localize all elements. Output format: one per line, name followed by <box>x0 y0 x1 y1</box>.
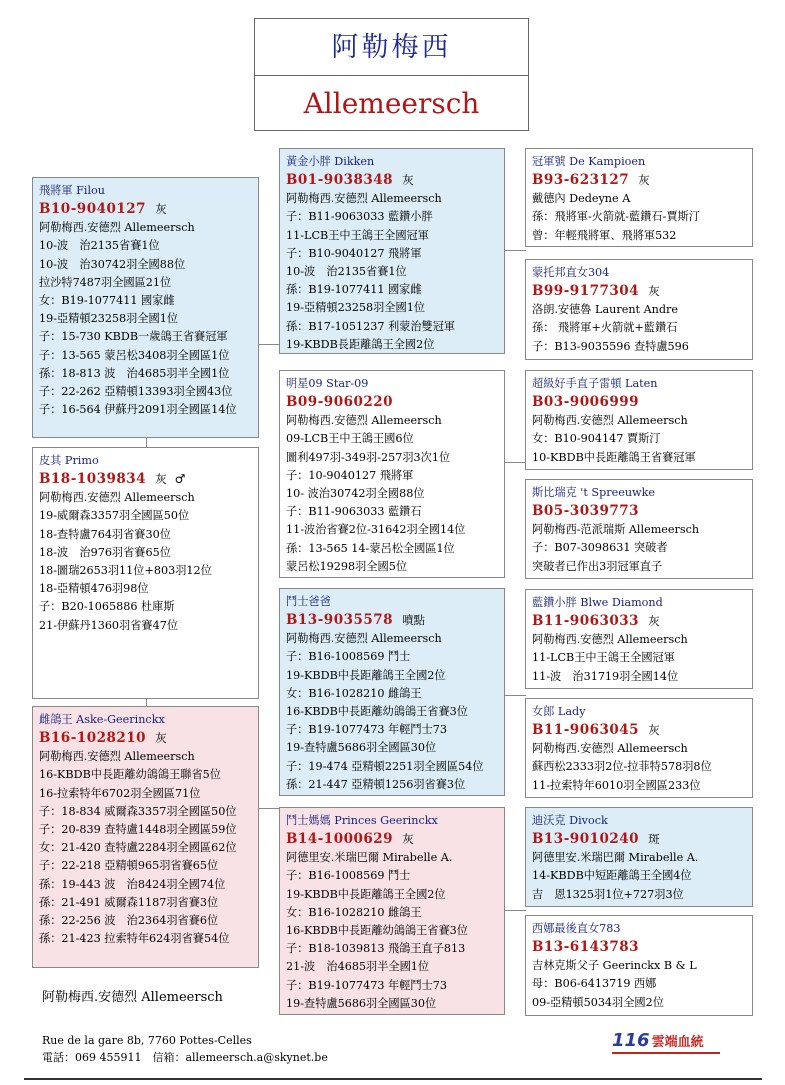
card-line: 19-亞精頓23258羽全國1位 <box>286 301 426 315</box>
card-line: 18-波 治976羽省賽65位 <box>39 545 171 559</box>
card-name: 女郎 Lady <box>532 705 586 718</box>
card-dam2[interactable] <box>32 706 259 968</box>
card-name: 蒙托邦直女304 <box>532 266 610 279</box>
card-line: 子：B19-1077473 年輕鬥士73 <box>286 978 447 992</box>
card-line: 16-KBDB中長距離幼鴿鴿王省賽3位 <box>286 924 468 938</box>
title-english: Allemeersch <box>303 87 480 120</box>
breeder-address: Rue de la gare 8b, 7760 Pottes-Celles <box>42 1034 252 1047</box>
card-line: 孫：21-423 拉索特年624羽省賽54位 <box>39 932 230 946</box>
color-label: 灰 <box>155 731 167 746</box>
card-ssd[interactable] <box>525 259 753 360</box>
connector-dam-dam2 <box>146 698 147 706</box>
ring-number: B16-1028210 <box>39 730 147 747</box>
card-line: 子：B19-1077473 年輕鬥士73 <box>286 723 447 737</box>
card-line: 孫： 飛將軍+火箭就+藍鑽石 <box>532 321 678 335</box>
card-line: 16-KBDB中長距離幼鴿鴿王省賽3位 <box>286 705 468 719</box>
card-line: 蘇西松2333羽2位-拉菲特578羽8位 <box>532 760 712 774</box>
card-sd[interactable] <box>279 370 505 578</box>
card-line: 子：B10-9040127 飛將軍 <box>286 246 422 260</box>
card-dds[interactable] <box>525 807 753 907</box>
card-line: 10-KBDB中長距離鴿王省賽冠軍 <box>532 450 696 464</box>
card-line: 19-亞精頓23258羽全國1位 <box>39 312 179 326</box>
logo-number: 116 <box>612 1030 650 1051</box>
color-label: 灰 <box>155 472 167 487</box>
card-line: 拉沙特7487羽全國區21位 <box>39 275 172 289</box>
ring-number: B11-9063045 <box>532 722 640 739</box>
card-line: 19-KBDB中長距離鴿王全國2位 <box>286 668 446 682</box>
color-label: 灰 <box>648 723 660 738</box>
ring-number: B01-9038348 <box>286 172 394 189</box>
card-line: 子：10-9040127 飛將軍 <box>286 468 414 482</box>
card-line: 孫：19-443 波 治8424羽全國74位 <box>39 877 226 891</box>
card-line: 子：B18-1039813 飛鴿王直子813 <box>286 942 466 956</box>
card-line: 19-KBDB中長距離鴿王全國2位 <box>286 887 446 901</box>
card-dsd[interactable] <box>525 698 753 798</box>
card-line: 戴德內 Dedeyne A <box>532 192 631 206</box>
card-line: 曾：年輕飛將軍、飛將軍532 <box>532 228 677 242</box>
card-line: 子：B11-9063033 藍鑽小胖 <box>286 210 433 224</box>
ring-number: B11-9063033 <box>532 613 640 630</box>
card-sds[interactable] <box>525 370 753 470</box>
ring-number: B93-623127 <box>532 172 630 189</box>
card-name: 鬥士爸爸 <box>286 595 331 608</box>
card-line: 女：B19-1077411 國家雌 <box>39 294 175 308</box>
card-line: 21-波 治4685羽半全國1位 <box>286 960 430 974</box>
ring-number: B13-6143783 <box>532 939 640 956</box>
card-dss[interactable] <box>525 589 753 689</box>
card-line: 16-拉索特年6702羽全國區71位 <box>39 786 201 800</box>
card-ds[interactable] <box>279 588 505 796</box>
card-line: 子：22-262 亞精頓13393羽全國43位 <box>39 385 233 399</box>
card-line: 19-查特盧5686羽全國區30位 <box>286 741 437 755</box>
card-name: 鬥士媽媽 Princes Geerinckx <box>286 814 438 827</box>
card-line: 阿勒梅西.安德烈 Allemeersch <box>286 632 442 646</box>
card-line: 19-KBDB長距離鴿王全國2位 <box>286 337 435 351</box>
card-line: 孫：13-565 14-蒙呂松全國區1位 <box>286 541 455 555</box>
card-line: 吉林克斯父子 Geerinckx B & L <box>532 959 697 973</box>
card-line: 阿勒梅西.安德烈 Allemeersch <box>39 491 195 505</box>
card-line: 11-波治省賽2位-31642羽全國14位 <box>286 523 466 537</box>
card-line: 子：13-565 蒙呂松3408羽全國區1位 <box>39 348 230 362</box>
card-name: 藍鑽小胖 Blwe Diamond <box>532 596 663 609</box>
color-label: 灰 <box>648 284 660 299</box>
card-name: 迪沃克 Divock <box>532 814 608 827</box>
card-line: 洛朗.安德魯 Laurent Andre <box>532 303 678 317</box>
card-line: 阿勒梅西.安德烈 Allemeersch <box>286 414 442 428</box>
card-ddd[interactable] <box>525 915 753 1016</box>
card-line: 阿勒梅西.安德烈 Allemeersch <box>532 742 688 756</box>
card-line: 子：B16-1008569 鬥士 <box>286 869 411 883</box>
card-line: 11-拉索特年6010羽全國區233位 <box>532 778 701 792</box>
card-line: 21-伊蘇丹1360羽省賽47位 <box>39 618 179 632</box>
card-name: 皮其 Primo <box>39 454 99 467</box>
card-line: 10- 波治30742羽全國88位 <box>286 487 425 501</box>
card-line: 18-查特盧764羽省賽30位 <box>39 527 171 541</box>
card-name: 斯比瑞克 't Spreeuwke <box>532 486 656 499</box>
card-line: 09-亞精頓5034羽全國2位 <box>532 995 664 1009</box>
card-line: 11-波 治31719羽全國14位 <box>532 669 679 683</box>
card-line: 孫：B17-1051237 利蒙治雙冠軍 <box>286 319 456 333</box>
card-sire[interactable] <box>32 177 259 438</box>
card-line: 子：B20-1065886 杜庫斯 <box>39 600 175 614</box>
card-line: 突破者已作出3羽冠軍直子 <box>532 559 663 573</box>
ring-number: B03-9006999 <box>532 394 640 411</box>
card-line: 子：B13-9035596 查特盧596 <box>532 339 689 353</box>
card-name: 超級好手直子雷頓 Laten <box>532 377 658 390</box>
card-line: 孫：B19-1077411 國家雌 <box>286 283 422 297</box>
breeder-name: 阿勒梅西.安德烈 Allemeersch <box>42 990 223 1005</box>
color-label: 灰 <box>402 173 414 188</box>
card-sdd[interactable] <box>525 479 753 579</box>
color-label: 灰 <box>155 202 167 217</box>
card-line: 子：22-218 亞精頓965羽省賽65位 <box>39 859 219 873</box>
ring-number: B13-9035578 <box>286 612 394 629</box>
card-line: 孫：飛將軍-火箭就-藍鑽石-賈斯汀 <box>532 210 700 224</box>
connector-sire-dam <box>146 437 147 447</box>
card-line: 18-亞精頓476羽98位 <box>39 582 149 596</box>
ring-number: B99-9177304 <box>532 283 640 300</box>
card-line: 圖利497羽-349羽-257羽3次1位 <box>286 450 451 464</box>
card-line: 孫：18-813 波 治4685羽半全國1位 <box>39 366 230 380</box>
card-name: 明星09 Star-09 <box>286 377 369 390</box>
color-label: 噴點 <box>402 613 426 628</box>
card-dam[interactable] <box>32 447 259 699</box>
card-line: 10-波 治2135省賽1位 <box>39 239 160 253</box>
card-line: 女：B10-904147 賈斯汀 <box>532 432 661 446</box>
card-line: 19-查特盧5686羽全國區30位 <box>286 996 437 1010</box>
card-line: 16-KBDB中長距離幼鴿鴿王聯省5位 <box>39 768 221 782</box>
logo-text: 雲端血統 <box>651 1035 704 1050</box>
card-line: 子：B11-9063033 藍鑽石 <box>286 505 422 519</box>
card-line: 孫：21-447 亞精頓1256羽省賽3位 <box>286 777 466 791</box>
card-line: 子：18-834 威爾森3357羽全國區50位 <box>39 804 237 818</box>
card-line: 阿德里安.米瑞巴爾 Mirabelle A. <box>532 851 699 865</box>
card-line: 18-圖瑞2653羽11位+803羽12位 <box>39 564 212 578</box>
male-symbol-icon: ♂ <box>174 472 186 487</box>
color-label: 灰 <box>648 614 660 629</box>
color-label: 灰 <box>638 173 650 188</box>
connector-dam2 <box>258 808 280 809</box>
card-line: 子：20-839 查特盧1448羽全國區59位 <box>39 823 237 837</box>
site-logo[interactable] <box>612 1030 722 1054</box>
connector-ss <box>504 250 526 251</box>
breeder-address-block <box>42 1032 328 1066</box>
card-line: 10-波 治30742羽全國88位 <box>39 257 186 271</box>
card-name: 黃金小胖 Dikken <box>286 155 375 168</box>
card-line: 阿德里安.米瑞巴爾 Mirabelle A. <box>286 851 453 865</box>
ring-number: B10-9040127 <box>39 201 147 218</box>
card-line: 19-威爾森3357羽全國區50位 <box>39 509 190 523</box>
logo-underline <box>612 1052 720 1054</box>
ring-number: B18-1039834 <box>39 471 147 488</box>
connector-sire <box>258 344 280 345</box>
card-line: 10-波 治2135省賽1位 <box>286 265 407 279</box>
color-label: 灰 <box>402 832 414 847</box>
card-line: 11-LCB王中王鴿王全國冠軍 <box>532 651 675 665</box>
card-line: 子：19-474 亞精頓2251羽全國區54位 <box>286 759 484 773</box>
card-line: 阿勒梅西.安德烈 Allemeersch <box>532 414 688 428</box>
connector-ds <box>504 695 526 696</box>
card-line: 母：B06-6413719 西娜 <box>532 977 657 991</box>
card-name: 冠軍號 De Kampioen <box>532 155 646 168</box>
card-line: 子：B07-3098631 突破者 <box>532 541 668 555</box>
card-line: 女：21-420 查特盧2284羽全國區62位 <box>39 841 237 855</box>
card-line: 孫：21-491 威爾森1187羽省賽3位 <box>39 895 219 909</box>
card-line: 子：15-730 KBDB一歲鴿王省賽冠軍 <box>39 330 228 344</box>
connector-sd <box>504 462 526 463</box>
card-name: 飛將軍 Filou <box>39 184 105 197</box>
ring-number: B13-9010240 <box>532 831 640 848</box>
card-line: 09-LCB王中王鴿王國6位 <box>286 432 414 446</box>
breeder-contact[interactable]: 電話：069 455911 信箱：allemeersch.a@skynet.be <box>42 1051 328 1064</box>
card-line: 阿勒梅西.安德烈 Allemeersch <box>39 221 195 235</box>
color-label: 斑 <box>648 832 660 847</box>
card-line: 女：B16-1028210 雌鴿王 <box>286 686 422 700</box>
bottom-divider <box>24 1078 762 1080</box>
card-line: 吉 恩1325羽1位+727羽3位 <box>532 887 684 901</box>
card-line: 阿勒梅西-范派瑞斯 Allemeersch <box>532 523 700 537</box>
card-dd[interactable] <box>279 807 505 1015</box>
card-name: 雌鴿王 Aske-Geerinckx <box>39 713 165 726</box>
card-line: 阿勒梅西.安德烈 Allemeersch <box>39 750 195 764</box>
card-line: 孫：22-256 波 治2364羽省賽6位 <box>39 914 219 928</box>
card-line: 14-KBDB中短距離鴿王全國4位 <box>532 869 692 883</box>
card-sss[interactable] <box>525 148 753 247</box>
card-ss[interactable] <box>279 148 505 354</box>
connector-dd <box>504 910 526 911</box>
card-line: 11-LCB王中王鴿王全國冠軍 <box>286 228 429 242</box>
title-chinese: 阿勒梅西 <box>255 19 528 76</box>
card-line: 阿勒梅西.安德烈 Allemeersch <box>532 633 688 647</box>
card-line: 子：B16-1008569 鬥士 <box>286 650 411 664</box>
ring-number: B09-9060220 <box>286 394 394 411</box>
pedigree-title-box <box>254 18 529 131</box>
card-line: 女：B16-1028210 雌鴿王 <box>286 905 422 919</box>
card-line: 阿勒梅西.安德烈 Allemeersch <box>286 192 442 206</box>
card-line: 子：16-564 伊蘇丹2091羽全國區14位 <box>39 403 237 417</box>
ring-number: B05-3039773 <box>532 503 640 520</box>
card-line: 蒙呂松19298羽全國5位 <box>286 559 408 573</box>
card-name: 西娜最後直女783 <box>532 922 621 935</box>
ring-number: B14-1000629 <box>286 831 394 848</box>
